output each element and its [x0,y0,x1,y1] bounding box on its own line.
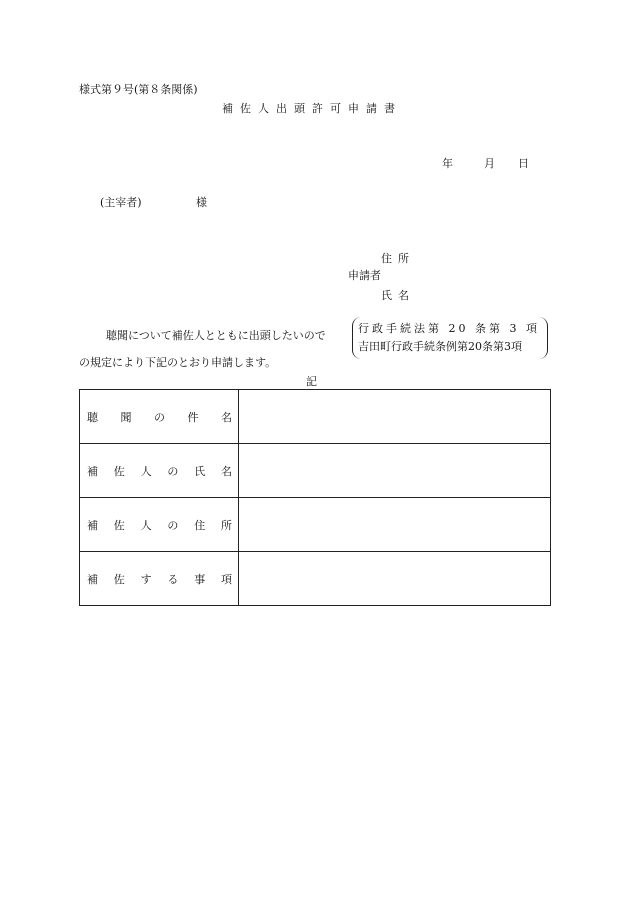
fields-table [79,389,551,606]
field-label-cell [80,498,239,552]
field-label-cell [80,390,239,444]
label-char: 補 [87,518,98,532]
form-number: 様式第９号(第８条関係) [79,83,198,96]
document-title: 補佐人出頭許可申請書 [222,102,402,115]
field-label-cell [80,444,239,498]
label-char: 所 [220,518,232,532]
label-char: 補 [87,464,98,478]
law-option-1: 行政手続法第 20 条第 3 項 [358,322,540,335]
field-label-subject [80,409,238,425]
table-row [80,498,551,552]
label-char: の [167,518,179,532]
label-char: の [167,464,179,478]
label-char: 補 [87,572,98,586]
field-value-assistant-address[interactable] [239,498,551,552]
label-char: 聴 [87,410,98,424]
addressee-honorific: 様 [196,196,207,209]
label-char: 佐 [113,464,125,478]
applicant-label: 申請者 [348,269,381,282]
body-text-line1: 聴聞について補佐人とともに出頭したいので [106,329,326,342]
date-month-label: 月 [484,157,495,170]
label-char: 件 [187,410,199,424]
field-value-assistant-name[interactable] [239,444,551,498]
address-label: 住所 [381,252,415,265]
label-char: 佐 [113,518,125,532]
date-line [442,155,529,171]
label-char: る [167,572,179,586]
label-char: 氏 [194,464,206,478]
field-label-cell [80,552,239,606]
addressee-label: (主宰者) [100,196,142,209]
field-label-assistant-name [80,463,238,479]
body-text-line2: の規定により下記のとおり申請します。 [79,356,277,369]
table-row [80,552,551,606]
law-option-2: 吉田町行政手続条例第20条第3項 [358,340,522,353]
label-char: 事 [194,572,206,586]
label-char: の [154,410,165,424]
table-row [80,444,551,498]
name-label: 氏名 [381,289,415,302]
table-row [80,390,551,444]
label-char: 名 [221,410,232,424]
label-char: 人 [140,518,152,532]
field-label-assist-matters [80,571,238,587]
date-year-label: 年 [442,157,453,170]
ki-heading: 記 [306,375,317,388]
label-char: 項 [220,572,232,586]
label-char: す [140,572,152,586]
field-label-assistant-address [80,517,238,533]
label-char: 名 [220,464,232,478]
label-char: 佐 [113,572,125,586]
field-value-subject[interactable] [239,390,551,444]
field-value-assist-matters[interactable] [239,552,551,606]
label-char: 住 [194,518,206,532]
date-day-label: 日 [518,157,529,170]
label-char: 人 [140,464,152,478]
label-char: 聞 [120,410,132,424]
